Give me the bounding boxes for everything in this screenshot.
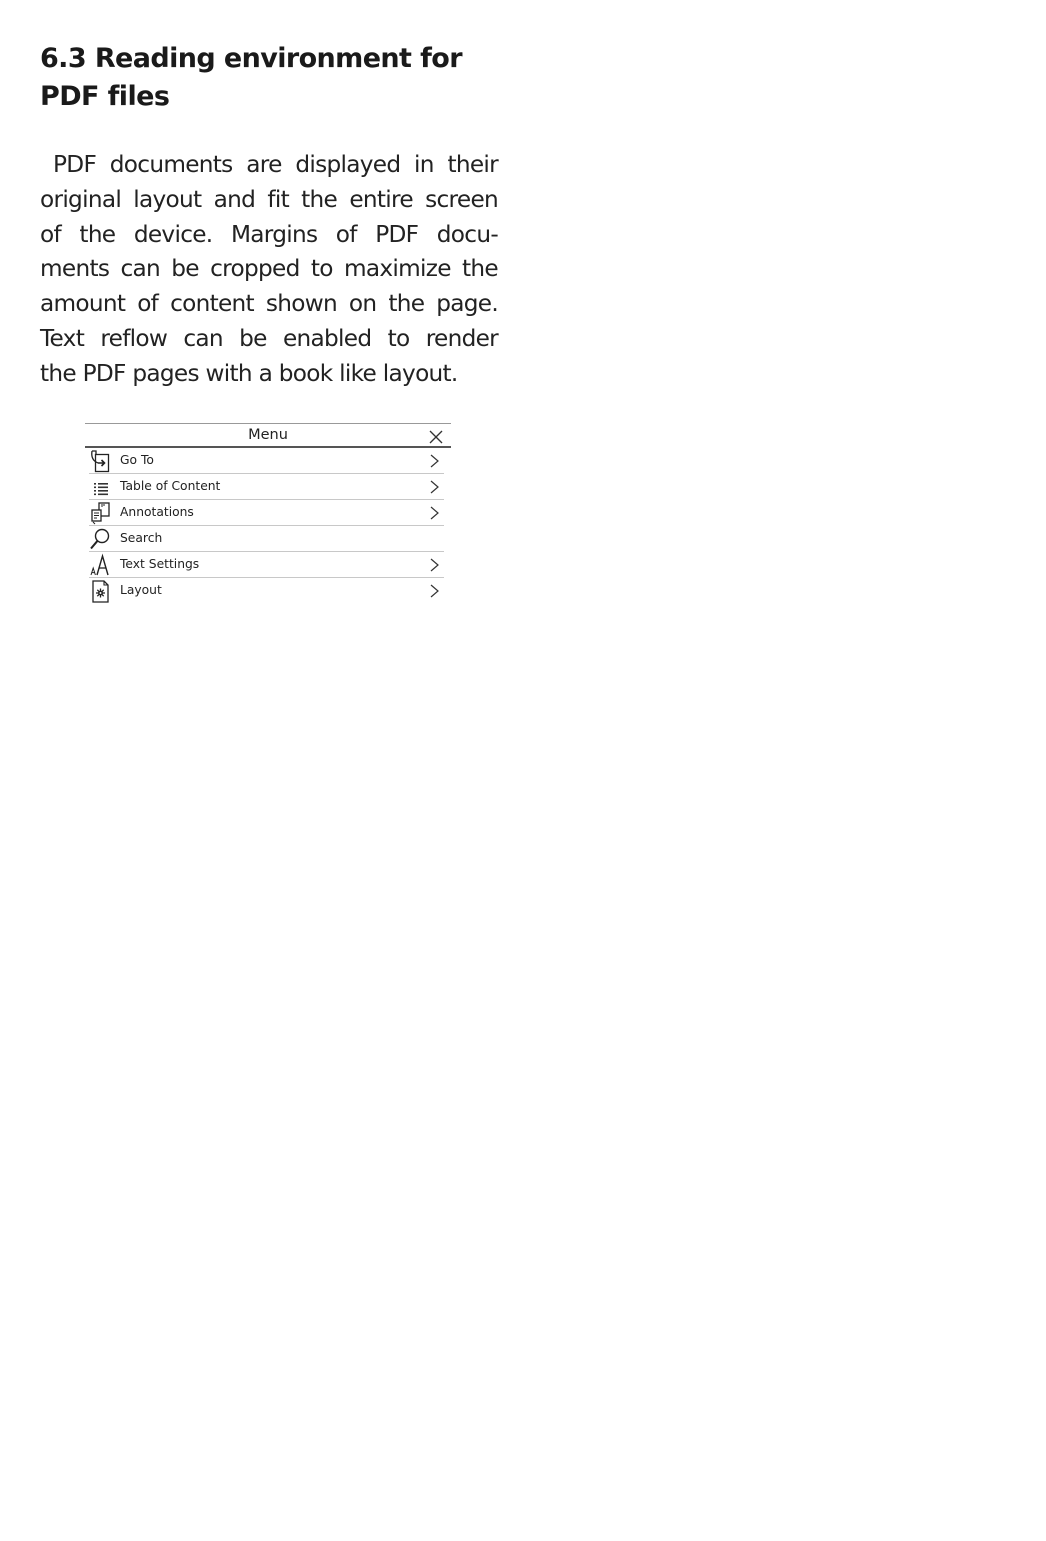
paragraph-line: ments can be cropped to maximize the bbox=[40, 255, 498, 283]
chevron-right-icon bbox=[430, 584, 439, 598]
menu-item-label: Table of Content bbox=[120, 479, 221, 493]
menu-item-search[interactable] bbox=[89, 526, 444, 552]
chevron-right-icon bbox=[430, 558, 439, 572]
paragraph-line: of the device. Margins of PDF docu- bbox=[40, 220, 498, 248]
text-settings-icon bbox=[89, 553, 111, 577]
paragraph-line: original layout and fit the entire screen bbox=[40, 185, 498, 213]
paragraph-line: Text reflow can be enabled to render bbox=[40, 324, 498, 352]
chevron-right-icon bbox=[430, 506, 439, 520]
search-icon bbox=[89, 527, 111, 551]
section-heading-line: PDF files bbox=[40, 81, 170, 112]
section-heading bbox=[40, 40, 510, 116]
menu-item-label: Layout bbox=[120, 583, 162, 597]
annotations-icon bbox=[89, 501, 111, 525]
menu-item-label: Annotations bbox=[120, 505, 194, 519]
menu-header bbox=[85, 423, 451, 448]
paragraph-line: the PDF pages with a book like layout. bbox=[40, 359, 458, 387]
chevron-right-icon bbox=[430, 454, 439, 468]
reader-menu bbox=[85, 423, 451, 605]
menu-title: Menu bbox=[248, 427, 288, 443]
layout-icon bbox=[89, 579, 111, 603]
menu-item-label: Go To bbox=[120, 453, 154, 467]
menu-item-table-of-content[interactable] bbox=[89, 474, 444, 500]
chevron-right-icon bbox=[430, 480, 439, 494]
menu-item-layout[interactable] bbox=[89, 578, 444, 604]
paragraph-line: amount of content shown on the page. bbox=[40, 290, 498, 318]
menu-item-label: Text Settings bbox=[120, 557, 200, 571]
menu-item-annotations[interactable] bbox=[89, 500, 444, 526]
menu-item-label: Search bbox=[120, 531, 163, 545]
close-icon[interactable] bbox=[429, 430, 443, 444]
paragraph-line: PDF documents are displayed in their bbox=[53, 151, 498, 178]
menu-item-go-to[interactable] bbox=[89, 448, 444, 474]
body-paragraph bbox=[40, 148, 498, 392]
go-to-icon bbox=[89, 449, 111, 473]
section-heading-line: 6.3 Reading environment for bbox=[40, 43, 462, 74]
menu-item-text-settings[interactable] bbox=[89, 552, 444, 578]
list-icon bbox=[89, 475, 111, 499]
